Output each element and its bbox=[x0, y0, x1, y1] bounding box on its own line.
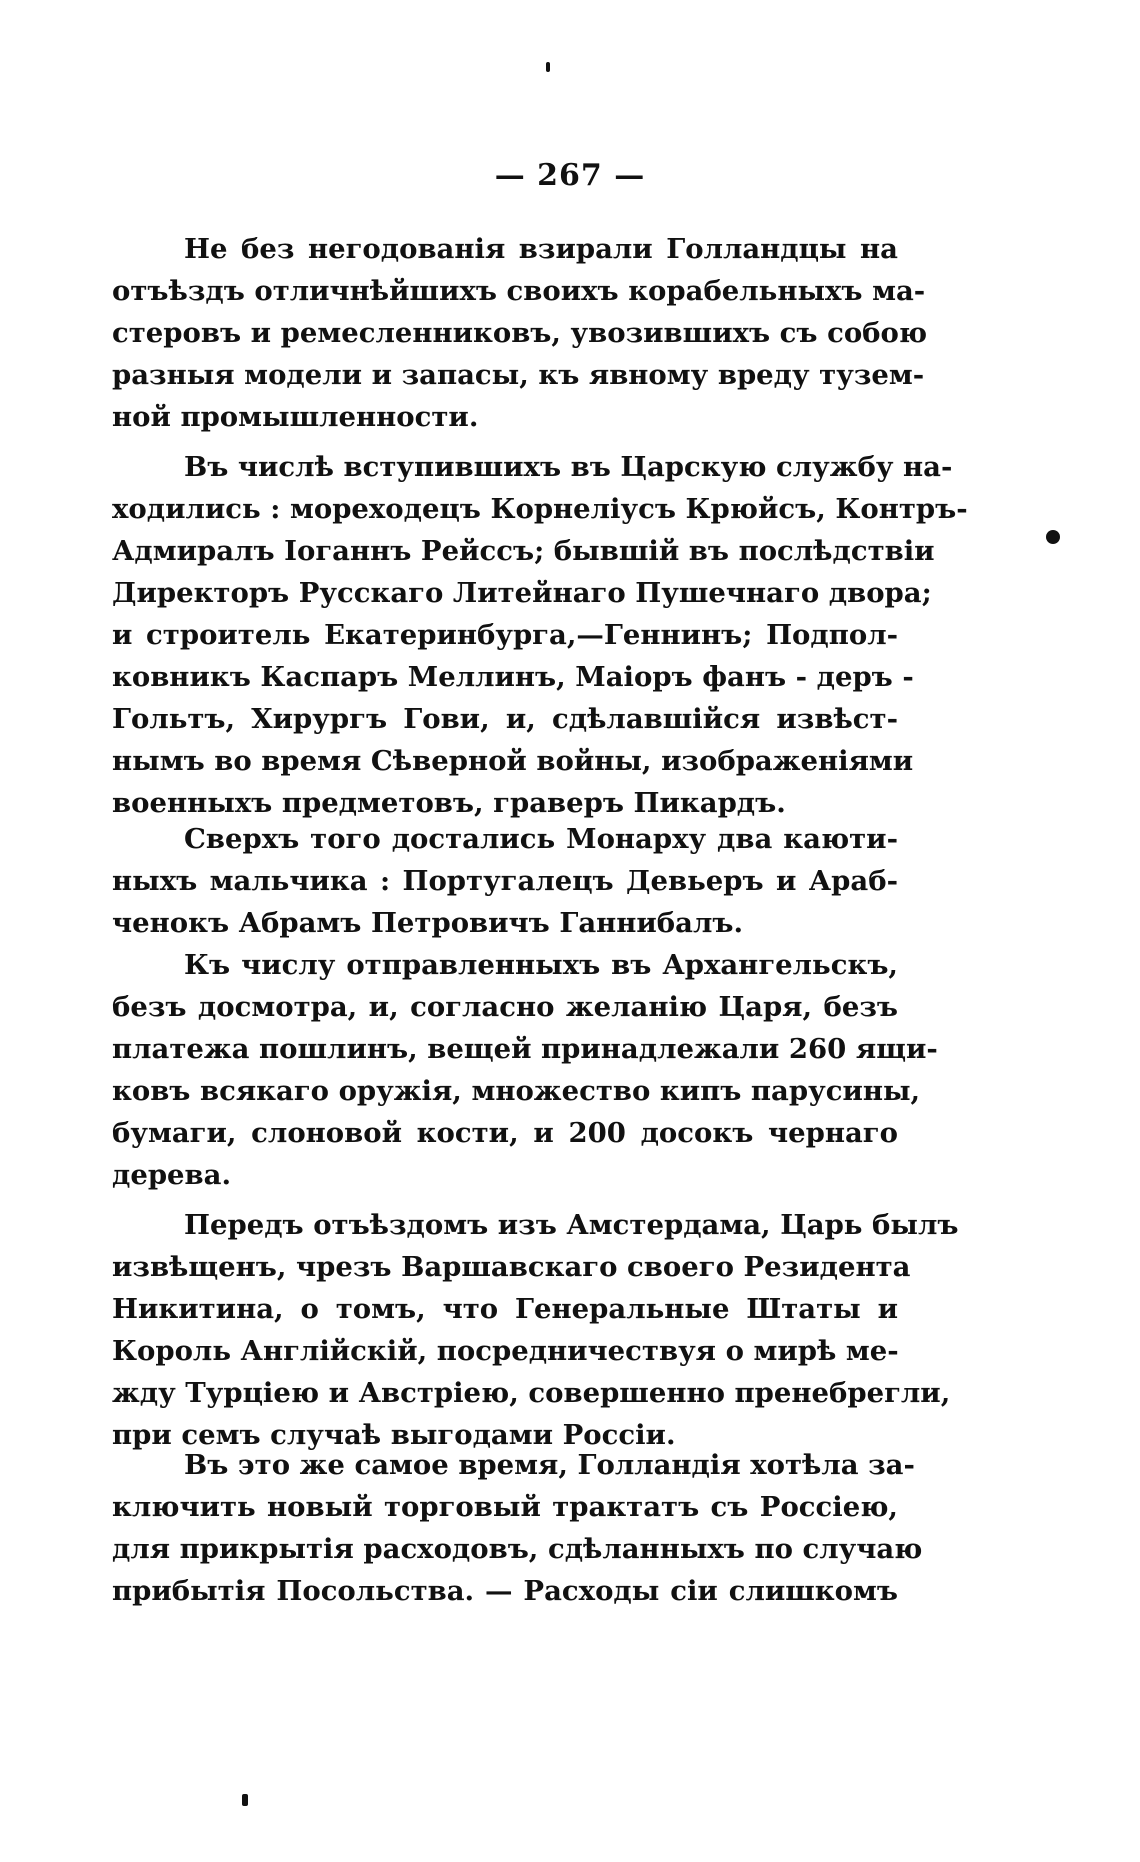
scan-speck bbox=[242, 1794, 248, 1806]
text-line: Не без негодованія взирали Голландцы на bbox=[184, 233, 898, 265]
scan-speck bbox=[1046, 530, 1060, 544]
paragraph-2 bbox=[112, 446, 968, 824]
text-line: Гольтъ, Хирургъ Гови, и, сдѣлавшійся извѣст- bbox=[112, 703, 898, 735]
text-line: военныхъ предметовъ, граверъ Пикардъ. bbox=[112, 787, 786, 819]
text-line: Никитина, о томъ, что Генеральные Штаты и bbox=[112, 1293, 898, 1325]
text-line: Въ это же самое время, Голландія хотѣла за- bbox=[184, 1449, 915, 1481]
text-line: извѣщенъ, чрезъ Варшавскаго своего Резидента bbox=[112, 1251, 911, 1283]
scan-speck bbox=[546, 62, 550, 72]
text-line: ковъ всякаго оружія, множество кипъ парусины, bbox=[112, 1075, 921, 1107]
text-line: дерева. bbox=[112, 1159, 232, 1191]
text-line: Адмиралъ Іоганнъ Рейссъ; бывшій въ послѣдствіи bbox=[112, 535, 935, 567]
text-line: разныя модели и запасы, къ явному вреду тузем- bbox=[112, 359, 925, 391]
paragraph-4 bbox=[112, 944, 938, 1196]
paragraph-5 bbox=[112, 1204, 959, 1456]
text-line: ходились : мореходецъ Корнеліусъ Крюйсъ, Контръ- bbox=[112, 493, 968, 525]
text-line: отъѣздъ отличнѣйшихъ своихъ корабельныхъ ма- bbox=[112, 275, 926, 307]
text-line: при семъ случаѣ выгодами Россіи. bbox=[112, 1419, 676, 1451]
text-line: Директоръ Русскаго Литейнаго Пушечнаго двора; bbox=[112, 577, 932, 609]
text-line: нымъ во время Сѣверной войны, изображеніями bbox=[112, 745, 914, 777]
text-line: стеровъ и ремесленниковъ, увозившихъ съ собою bbox=[112, 317, 928, 349]
text-line: Въ числѣ вступившихъ въ Царскую службу на- bbox=[184, 451, 953, 483]
text-line: бумаги, слоновой кости, и 200 досокъ чернаго bbox=[112, 1117, 898, 1149]
text-line: Къ числу отправленныхъ въ Архангельскъ, bbox=[184, 949, 898, 981]
text-line: платежа пошлинъ, вещей принадлежали 260 ящи- bbox=[112, 1033, 938, 1065]
text-line: и строитель Екатеринбурга,—Геннинъ; Подпол- bbox=[112, 619, 898, 651]
paragraph-1 bbox=[112, 228, 928, 438]
text-line: прибытія Посольства. — Расходы сіи слишкомъ bbox=[112, 1575, 898, 1607]
text-line: ной промышленности. bbox=[112, 401, 479, 433]
text-line: ныхъ мальчика : Португалецъ Девьеръ и Араб- bbox=[112, 865, 898, 897]
text-line: для прикрытія расходовъ, сдѣланныхъ по случаю bbox=[112, 1533, 923, 1565]
text-line: Сверхъ того достались Монарху два каюти- bbox=[184, 823, 898, 855]
text-line: ключить новый торговый трактатъ съ Россіею, bbox=[112, 1491, 898, 1523]
text-line: Король Англійскій, посредничествуя о мирѣ ме- bbox=[112, 1335, 899, 1367]
text-line: Передъ отъѣздомъ изъ Амстердама, Царь былъ bbox=[184, 1209, 959, 1241]
text-line: жду Турціею и Австріею, совершенно пренебрегли, bbox=[112, 1377, 951, 1409]
text-line: безъ досмотра, и, согласно желанію Царя, безъ bbox=[112, 991, 898, 1023]
paragraph-3 bbox=[112, 818, 898, 944]
paragraph-6 bbox=[112, 1444, 923, 1612]
text-line: ковникъ Каспаръ Меллинъ, Маіоръ фанъ - деръ - bbox=[112, 661, 914, 693]
text-line: ченокъ Абрамъ Петровичъ Ганнибалъ. bbox=[112, 907, 744, 939]
page-number: — 267 — bbox=[494, 158, 646, 193]
